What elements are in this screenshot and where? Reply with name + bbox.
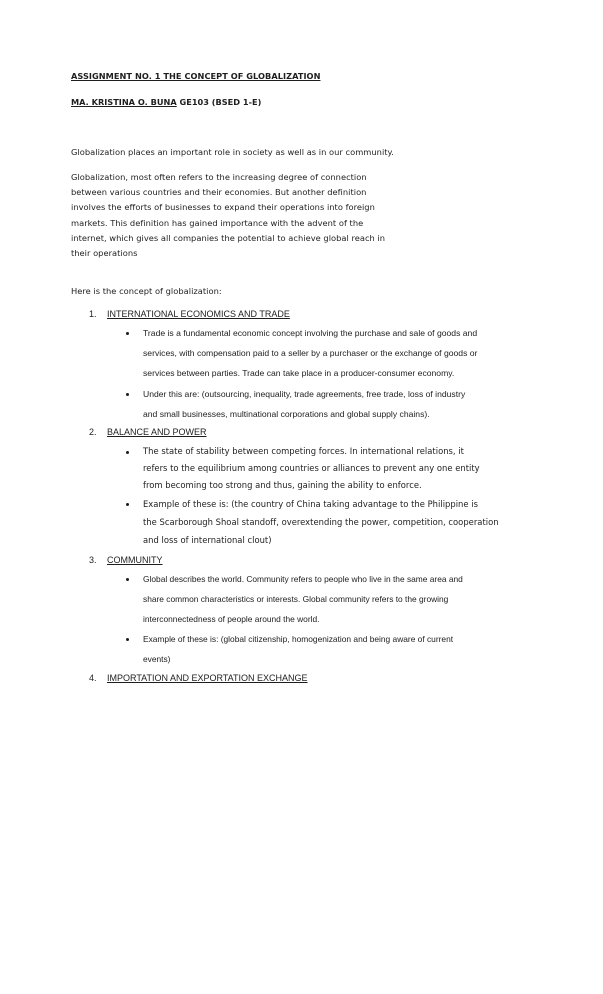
- paragraph-line: internet, which gives all companies the potential to achieve global reach in: [71, 232, 386, 243]
- bullet-line: services, with compensation paid to a seller by a purchaser or the exchange of goods or: [143, 348, 478, 358]
- bullet-line: events): [143, 654, 171, 664]
- list-number: 4.: [89, 673, 97, 683]
- bullet-icon: [126, 503, 129, 506]
- author-name: MA. KRISTINA O. BUNA: [71, 97, 177, 107]
- bullet-line: and loss of international clout): [143, 535, 272, 545]
- section-heading: COMMUNITY: [107, 555, 163, 565]
- bullet-line: Under this are: (outsourcing, inequality, trade agreements, free trade, loss of industry: [143, 389, 466, 399]
- section-heading: BALANCE AND POWER: [107, 427, 207, 437]
- bullet-line: Example of these is: (the country of China taking advantage to the Philippine is: [143, 499, 478, 509]
- bullet-icon: [126, 451, 129, 454]
- definition-paragraph: [71, 170, 385, 261]
- intro-paragraph: Globalization places an important role in society as well as in our community.: [71, 147, 394, 157]
- paragraph-line: Globalization, most often refers to the increasing degree of connection: [71, 172, 367, 182]
- bullet-line: share common characteristics or interests. Global community refers to the growing: [143, 594, 449, 604]
- bullet-line: The state of stability between competing forces. In international relations, it: [143, 446, 464, 456]
- section-heading: INTERNATIONAL ECONOMICS AND TRADE: [107, 309, 290, 319]
- document-title: ASSIGNMENT NO. 1 THE CONCEPT OF GLOBALIZATION: [71, 71, 321, 81]
- course-code: GE103 (BSED 1-E): [176, 97, 262, 107]
- bullet-line: and small businesses, multinational corporations and global supply chains).: [143, 409, 430, 419]
- bullet-icon: [126, 638, 129, 641]
- bullet-line: Trade is a fundamental economic concept involving the purchase and sale of goods and: [143, 328, 478, 338]
- paragraph-line: their operations: [71, 248, 138, 259]
- bullet-text: [143, 495, 499, 549]
- paragraph-line: markets. This definition has gained importance with the advent of the: [71, 217, 364, 228]
- bullet-line: services between parties. Trade can take place in a producer-consumer economy.: [143, 368, 455, 378]
- bullet-text: [143, 629, 453, 669]
- bullet-text: [143, 443, 480, 494]
- bullet-text: [143, 323, 477, 383]
- bullet-line: Example of these is: (global citizenship, homogenization and being aware of current: [143, 634, 454, 644]
- bullet-icon: [126, 332, 129, 335]
- bullet-line: refers to the equilibrium among countries or alliances to prevent any one entity: [143, 463, 480, 473]
- list-number: 3.: [89, 555, 97, 565]
- section-heading: IMPORTATION AND EXPORTATION EXCHANGE: [107, 673, 308, 683]
- bullet-text: [143, 384, 465, 424]
- lead-in-text: Here is the concept of globalization:: [71, 286, 222, 296]
- bullet-icon: [126, 578, 129, 581]
- bullet-line: from becoming too strong and thus, gaining the ability to enforce.: [143, 480, 422, 490]
- bullet-text: [143, 569, 463, 629]
- author-line: [71, 97, 261, 107]
- bullet-line: interconnectedness of people around the world.: [143, 614, 320, 624]
- list-number: 1.: [89, 309, 97, 319]
- list-number: 2.: [89, 427, 97, 437]
- bullet-icon: [126, 393, 129, 396]
- bullet-line: Global describes the world. Community refers to people who live in the same area and: [143, 574, 463, 584]
- paragraph-line: involves the efforts of businesses to expand their operations into foreign: [71, 202, 375, 213]
- paragraph-line: between various countries and their economies. But another definition: [71, 187, 367, 198]
- bullet-line: the Scarborough Shoal standoff, overextending the power, competition, cooperation: [143, 517, 499, 527]
